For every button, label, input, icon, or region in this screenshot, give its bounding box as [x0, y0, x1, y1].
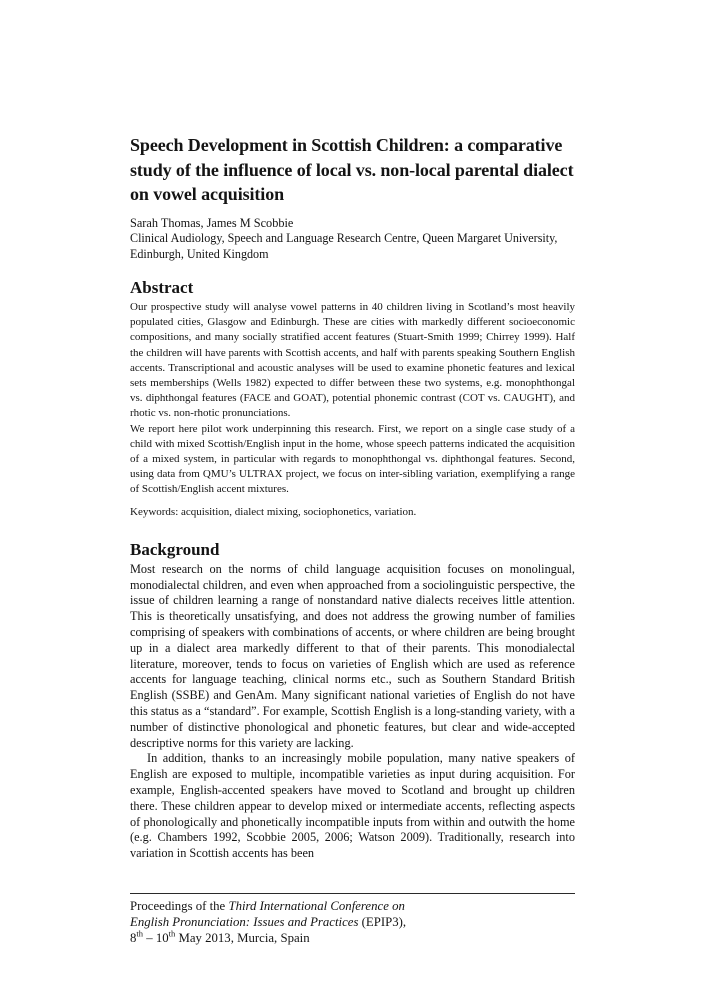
footer-divider-rule	[130, 893, 575, 894]
footer-ordinal-2: th	[168, 928, 176, 939]
abstract-heading: Abstract	[130, 278, 194, 297]
footer-line-1-regular: Proceedings of the	[130, 899, 229, 913]
keywords-line: Keywords: acquisition, dialect mixing, sociophonetics, variation.	[130, 505, 417, 518]
background-heading: Background	[130, 539, 220, 559]
footer-date-rest: May 2013, Murcia, Spain	[175, 931, 310, 945]
footer-line-2	[130, 914, 575, 930]
abstract-section	[130, 278, 575, 520]
footer-date-start: 8	[130, 931, 137, 945]
footer-line-1	[130, 898, 575, 914]
proceedings-footer	[130, 893, 575, 946]
footer-line-3	[130, 930, 575, 946]
background-paragraph-2: In addition, thanks to an increasingly mobile population, many native speakers of English are exposed to multiple, incompatible varieties as input during acquisition. For example, English-accented speakers have moved to Scotland and brought up children there. These children appear to develop mixed or intermediate accents, reflecting aspects of phonologically and phonetically incompatible inputs from within and outwith the home (e.g. Chambers 1992, Scobbie 2005, 2006; Watson 2009). Traditionally, research into variation in Scottish accents has been	[130, 751, 575, 861]
author-affiliation: Clinical Audiology, Speech and Language Research Centre, Queen Margaret University, Edinburgh, United Kingdom	[130, 231, 558, 261]
footer-date-mid: – 10	[143, 931, 169, 945]
footer-line-2-italic: English Pronunciation: Issues and Practices	[130, 915, 359, 929]
footer-line-1-italic: Third International Conference on	[228, 899, 405, 913]
abstract-paragraph-2: We report here pilot work underpinning this research. First, we report on a single case study of a child with mixed Scottish/English input in the home, whose speech patterns indicated the acquisition of a mixed system, in particular with regards to monophthongal vs. diphthongal features. Second, using data from QMU’s ULTRAX project, we focus on inter-sibling variation, exemplifying a range of Scottish/English accent mixtures.	[130, 422, 575, 496]
author-names: Sarah Thomas, James M Scobbie	[130, 215, 294, 230]
paper-title: Speech Development in Scottish Children: a comparative study of the influence of local vs. non-local parental dialect on vowel acquisition	[130, 135, 574, 204]
background-section	[130, 540, 575, 862]
background-paragraph-1: Most research on the norms of child language acquisition focuses on monolingual, monodialectal children, and even when approached from a sociolinguistic perspective, the issue of children learning a range of nonstandard native dialects receives little attention. This is theoretically unsatisfying, and does not address the growing number of families comprising of speakers with combinations of accents, or where children are being brought up in a dialect area markedly different to that of their parents. This monodialectal literature, moreover, tends to focus on varieties of English which are used as reference accents for language teaching, clinical norms etc., such as Southern Standard British English (SSBE) and GenAm. Many significant national varieties of English do not have this status as a “standard”. For example, Scottish English is a long-standing variety, with a number of distinctive phonological and phonetic features, but clear and wide-accepted descriptive norms for this variety are lacking.	[130, 561, 575, 750]
footer-ordinal-1: th	[136, 928, 144, 939]
footer-line-2-regular: (EPIP3),	[358, 915, 407, 929]
paper-content	[130, 0, 575, 862]
abstract-paragraph-1: Our prospective study will analyse vowel patterns in 40 children living in Scotland’s most heavily populated cities, Glasgow and Edinburgh. These are cities with markedly different socioeconomic compositions, and many socially stratified accent features (Stuart-Smith 1999; Chirrey 1999). Half the children will have parents with Scottish accents, and half with parents speaking Southern English accents. Transcriptional and acoustic analyses will be used to examine phonetic features and lexical sets memberships (Wells 1982) expected to differ between these two systems, e.g. monophthongal vs. diphthongal features (FACE and GOAT), potential phonemic contrast (COT vs. CAUGHT), and rhotic vs. non-rhotic pronunciations.	[130, 301, 575, 420]
